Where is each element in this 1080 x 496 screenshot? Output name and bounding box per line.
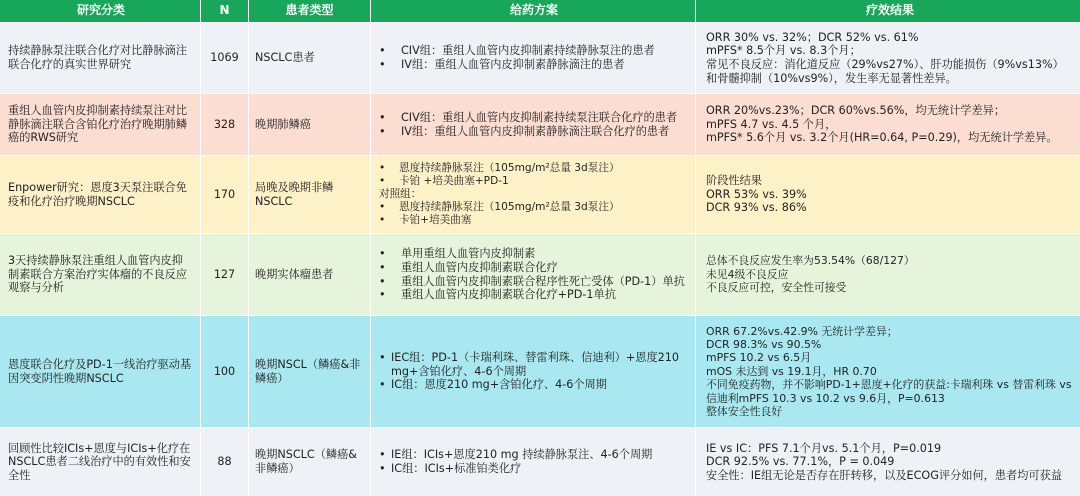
bullet-icon: • [379, 124, 386, 138]
table-row [0, 315, 1080, 427]
result-line: ORR 30% vs. 32%；DCR 52% vs. 61% [706, 30, 919, 44]
table-row [0, 22, 1080, 93]
results-cell [695, 23, 1080, 93]
treatment-cell [370, 428, 695, 496]
n-value: 1069 [210, 51, 239, 65]
treatment-item: • IV组：重组人血管内皮抑制素静脉滴注的患者 [379, 58, 625, 71]
result-line: DCR 98.3% vs 90.5% [706, 337, 822, 351]
treatment-item: • 重组人血管内皮抑制素联合程序性死亡受体（PD-1）单抗 [379, 274, 685, 288]
patient-cell [248, 234, 370, 315]
header-category: 研究分类 [76, 3, 125, 18]
patient-cell [248, 316, 370, 427]
treatment-item: • 重组人血管内皮抑制素联合化疗 [379, 260, 558, 274]
results-cell [695, 156, 1080, 233]
result-line: mPFS 10.2 vs 6.5月 [706, 351, 812, 365]
result-line: 不良反应可控，安全性可接受 [706, 281, 847, 295]
category-text: 回顾性比较ICIs+恩度与ICIs+化疗在NSCLC患者二线治疗中的有效性和安全性 [8, 441, 191, 482]
bullet-icon: • [379, 58, 386, 71]
results-cell [695, 428, 1080, 496]
n-cell [200, 234, 248, 315]
result-line: mPFS 4.7 vs. 4.5 个月， [706, 117, 837, 131]
treatment-item: • IEC组：PD-1（卡瑞利珠、替雷利珠、信迪利）+恩度210 mg+含铂化疗、4-6个周期 [379, 351, 679, 378]
treatment-item: • 恩度持续静脉泵注（105mg/m²总量 3d泵注） [379, 201, 620, 213]
bullet-icon: • [379, 378, 386, 392]
patient-text: 晚期NSCL（鳞癌&非鳞癌） [255, 357, 361, 385]
table-row [0, 427, 1080, 496]
control-group-label: 对照组： [379, 188, 422, 200]
treatment-item: • IC组：恩度210 mg+含铂化疗、4-6个周期 [379, 378, 607, 392]
treatment-item: • IE组：ICIs+恩度210 mg 持续静脉泵注、4-6个周期 [379, 448, 653, 462]
treatment-cell [370, 23, 695, 93]
result-line: 常见不良反应：消化道反应（29%vs27%）、肝功能损伤（9%vs13%）和骨髓抑制（10%vs9%），发生率无显著性差异。 [706, 58, 1064, 85]
result-line: ORR 20%vs.23%；DCR 60%vs.56%，均无统计学差异； [706, 104, 1006, 118]
category-text: 持续静脉泵注联合化疗对比静脉滴注联合化疗的真实世界研究 [8, 44, 188, 71]
bullet-icon: • [379, 462, 386, 475]
bullet-icon: • [379, 247, 386, 261]
treatment-item: • CIV组：重组人血管内皮抑制素持续静脉泵注的患者 [379, 44, 655, 58]
result-line: ORR 67.2%vs.42.9% 无统计学差异； [706, 324, 898, 338]
n-cell [200, 23, 248, 93]
treatment-cell [370, 94, 695, 155]
treatment-cell [370, 156, 695, 233]
bullet-icon: • [379, 162, 386, 174]
bullet-icon: • [379, 448, 386, 462]
n-cell [200, 156, 248, 233]
results-cell [695, 316, 1080, 427]
category-cell [0, 428, 200, 496]
category-cell [0, 94, 200, 155]
treatment-cell [370, 316, 695, 427]
result-line: mPFS* 5.6个月 vs. 3.2个月(HR=0.64, P=0.29)，均无统计学差异。 [706, 131, 1058, 145]
category-cell [0, 156, 200, 233]
n-value: 328 [213, 117, 236, 131]
bullet-icon: • [379, 260, 386, 274]
bullet-icon: • [379, 44, 386, 58]
bullet-icon: • [379, 110, 386, 124]
category-text: Enpower研究：恩度3天泵注联合免疫和化疗治疗晚期NSCLC [8, 180, 187, 208]
treatment-item: • 卡铂+培美曲塞 [379, 214, 472, 226]
result-line: mOS 未达到 vs 19.1月，HR 0.70 [706, 364, 877, 378]
result-line: DCR 92.5% vs. 77.1%，P = 0.049 [706, 455, 895, 469]
patient-cell [248, 94, 370, 155]
result-line: 总体不良反应发生率为53.54%（68/127） [706, 254, 915, 268]
table-row [0, 233, 1080, 315]
n-value: 170 [213, 187, 236, 201]
treatment-item: • 卡铂 +培美曲塞+PD-1 [379, 175, 509, 187]
category-text: 恩度联合化疗及PD-1一线治疗驱动基因突变阴性晚期NSCLC [8, 357, 192, 385]
results-cell [695, 94, 1080, 155]
treatment-item: • 单用重组人血管内皮抑制素 [379, 247, 536, 261]
treatment-item: • IC组：ICIs+标准铂类化疗 [379, 462, 522, 475]
treatment-item: • 重组人血管内皮抑制素联合化疗+PD-1单抗 [379, 288, 616, 302]
n-cell [200, 94, 248, 155]
table-header [0, 0, 1080, 22]
n-cell [200, 428, 248, 496]
bullet-icon: • [379, 175, 386, 187]
table-row [0, 93, 1080, 155]
patient-cell [248, 156, 370, 233]
category-cell [0, 23, 200, 93]
result-line: 未见4级不良反应 [706, 267, 789, 281]
patient-text: 晚期肺鳞癌 [255, 117, 311, 131]
treatment-cell [370, 234, 695, 315]
bullet-icon: • [379, 288, 386, 302]
treatment-item: • CIV组：重组人血管内皮抑制素持续泵注联合化疗的患者 [379, 110, 678, 124]
result-line: 整体安全性良好 [706, 405, 783, 419]
header-results: 疗效结果 [695, 0, 1080, 22]
treatment-item: • IV组：重组人血管内皮抑制素静脉滴注联合化疗的患者 [379, 124, 670, 138]
bullet-icon: • [379, 201, 386, 213]
category-cell [0, 316, 200, 427]
result-line: 不同免疫药物，并不影响PD-1+恩度+化疗的获益:卡瑞利珠 vs 替雷利珠 vs 信迪利mPFS 10.3 vs 10.2 vs 9.6月，P=0.613 [706, 378, 1072, 405]
n-cell [200, 316, 248, 427]
result-line: 阶段性结果 [706, 174, 762, 188]
result-line: ORR 53% vs. 39% [706, 187, 807, 201]
n-value: 88 [217, 455, 232, 469]
result-line: 安全性：IE组无论是否存在肝转移，以及ECOG评分如何，患者均可获益 [706, 468, 1062, 482]
patient-text: 晚期NSCLC（鳞癌&非鳞癌） [255, 448, 357, 475]
bullet-icon: • [379, 351, 386, 365]
table-row [0, 155, 1080, 233]
patient-text: NSCLC患者 [255, 51, 315, 65]
category-text: 3天持续静脉泵注重组人血管内皮抑制素联合方案治疗实体瘤的不良反应观察与分析 [8, 254, 188, 295]
bullet-icon: • [379, 214, 386, 226]
category-text: 重组人血管内皮抑制素持续泵注对比静脉滴注联合含铂化疗治疗晚期肺鳞癌的RWS研究 [8, 104, 188, 145]
treatment-item: • 恩度持续静脉泵注（105mg/m²总量 3d泵注） [379, 162, 620, 174]
header-n: N [200, 0, 248, 22]
n-value: 127 [213, 267, 236, 281]
patient-cell [248, 23, 370, 93]
header-treatment: 给药方案 [370, 0, 695, 22]
result-line: DCR 93% vs. 86% [706, 201, 807, 215]
patient-text: 局晚及晚期非鳞NSCLC [255, 180, 334, 208]
result-line: IE vs IC：PFS 7.1个月vs. 5.1个月，P=0.019 [706, 441, 942, 455]
n-value: 100 [213, 364, 236, 378]
results-cell [695, 234, 1080, 315]
header-patient-type: 患者类型 [248, 0, 370, 22]
bullet-icon: • [379, 274, 386, 288]
category-cell [0, 234, 200, 315]
patient-cell [248, 428, 370, 496]
patient-text: 晚期实体瘤患者 [255, 267, 334, 281]
result-line: mPFS* 8.5个月 vs. 8.3个月； [706, 44, 861, 58]
